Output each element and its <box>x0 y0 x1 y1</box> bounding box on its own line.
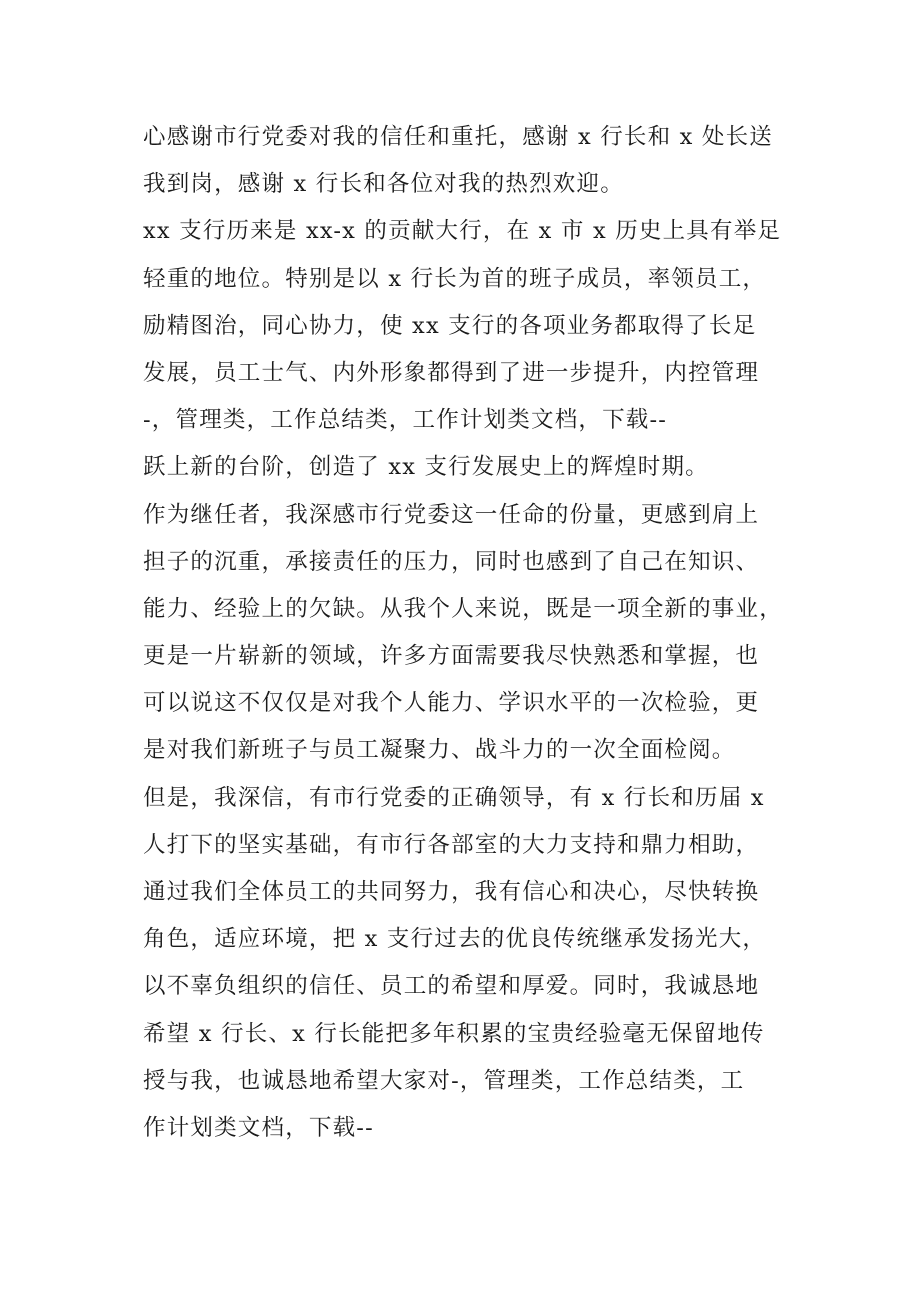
text-line: 但是，我深信，有市行党委的正确领导，有 x 行长和历届 x <box>143 784 765 811</box>
text-line: 能力、经验上的欠缺。从我个人来说，既是一项全新的事业， <box>143 595 783 622</box>
text-line: xx 支行历来是 xx-x 的贡献大行，在 x 市 x 历史上具有举足 <box>143 218 782 245</box>
text-line: 可以说这不仅仅是对我个人能力、学识水平的一次检验，更 <box>143 690 760 717</box>
document-body <box>143 114 803 1152</box>
text-line: 心感谢市行党委对我的信任和重托，感谢 x 行长和 x 处长送 <box>143 124 773 150</box>
text-line: 以不辜负组织的信任、员工的希望和厚爱。同时，我诚恳地 <box>143 973 760 1000</box>
text-line: 轻重的地位。特别是以 x 行长为首的班子成员，率领员工， <box>143 265 767 292</box>
text-line: 我到岗，感谢 x 行长和各位对我的热烈欢迎。 <box>143 171 624 198</box>
text-line: 发展，员工士气、内外形象都得到了进一步提升，内控管理 <box>143 359 760 386</box>
text-line: 励精图治，同心协力，使 xx 支行的各项业务都取得了长足 <box>143 312 757 339</box>
text-line: 更是一片崭新的领域，许多方面需要我尽快熟悉和掌握，也 <box>143 643 760 670</box>
text-line: 跃上新的台阶，创造了 xx 支行发展史上的辉煌时期。 <box>143 454 709 481</box>
text-line: 授与我，也诚恳地希望大家对-，管理类，工作总结类，工 <box>143 1067 745 1094</box>
text-line: 人打下的坚实基础，有市行各部室的大力支持和鼎力相助， <box>143 831 760 858</box>
text-line: -，管理类，工作总结类，工作计划类文档，下载-- <box>143 407 668 434</box>
text-line: 通过我们全体员工的共同努力，我有信心和决心，尽快转换 <box>143 879 760 905</box>
text-line: 是对我们新班子与员工凝聚力、战斗力的一次全面检阅。 <box>143 737 736 764</box>
text-line: 作计划类文档，下载-- <box>143 1114 374 1141</box>
text-line: 担子的沉重，承接责任的压力，同时也感到了自己在知识、 <box>143 548 760 575</box>
text-line: 角色，适应环境，把 x 支行过去的优良传统继承发扬光大， <box>143 926 767 953</box>
text-line: 希望 x 行长、x 行长能把多年积累的宝贵经验毫无保留地传 <box>143 1020 765 1047</box>
text-line: 作为继任者，我深感市行党委这一任命的份量，更感到肩上 <box>143 501 760 528</box>
